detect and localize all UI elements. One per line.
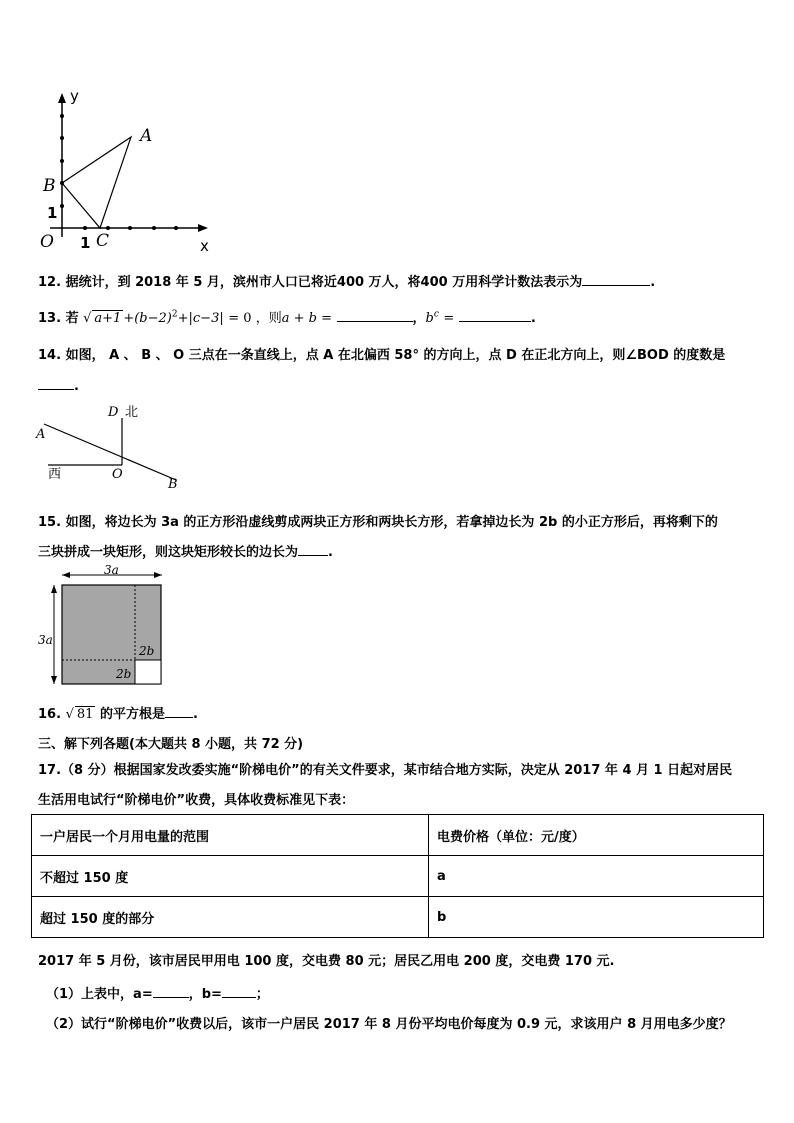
coordinate-graph: [30, 85, 230, 260]
question-14-number: 14.: [38, 348, 62, 363]
question-16: [38, 703, 198, 722]
question-15-line2-text: 三块拼成一块矩形，则这块矩形较长的边长为: [38, 545, 299, 560]
question-14-end: .: [74, 379, 79, 394]
point-a-label: A: [36, 427, 46, 442]
abs-term: |c−3|: [188, 311, 224, 326]
direction-diagram: [30, 400, 190, 492]
square-exponent: 2: [171, 309, 178, 320]
table-row: [32, 897, 764, 938]
question-13-pre: 若: [65, 311, 79, 326]
question-13-end: .: [530, 311, 536, 326]
question-12-number: 12.: [38, 275, 62, 290]
fee-table: [31, 814, 764, 938]
question-17-after-table: 2017 年 5 月份，该市居民甲用电 100 度，交电费 80 元；居民乙用电 200 度，交电费 170 元.: [38, 954, 615, 969]
answer-blank[interactable]: [459, 309, 531, 322]
plus-sign: +: [123, 311, 135, 326]
b-power-base: b: [425, 311, 434, 326]
x-axis-label: x: [200, 237, 209, 255]
answer-blank[interactable]: [337, 309, 413, 322]
question-14: [38, 344, 725, 363]
question-13-comma: ，: [412, 311, 426, 326]
origin-label: O: [40, 232, 54, 252]
y-tick-label: 1: [47, 204, 58, 222]
sub1-end: ；: [255, 987, 269, 1002]
question-14-text: 如图， A 、 B 、 O 三点在一条直线上，点 A 在北偏西 58° 的方向上，点 D 在正北方向上，则∠BOD 的度数是: [65, 348, 726, 363]
question-13-equals-zero: = 0 ，则: [228, 311, 282, 326]
table-cell: 不超过 150 度: [32, 856, 429, 897]
table-cell: 一户居民一个月用电量的范围: [32, 815, 429, 856]
b-power-exponent: c: [433, 309, 439, 320]
answer-blank[interactable]: [165, 705, 193, 718]
point-d-label: D: [108, 405, 119, 420]
section-heading: 三、解下列各题(本大题共 8 小题，共 72 分): [38, 737, 304, 752]
question-17-line1: 17.（8 分）根据国家发改委实施“阶梯电价”的有关文件要求，某市结合地方实际，决定从 2017 年 4 月 1 日起对居民: [38, 763, 733, 778]
answer-blank-b[interactable]: [222, 985, 256, 998]
answer-blank-a[interactable]: [153, 985, 189, 998]
table-cell: 超过 150 度的部分: [32, 897, 429, 938]
sub1-mid: ，b=: [188, 987, 222, 1002]
point-b-label: B: [168, 477, 178, 492]
question-16-number: 16.: [38, 707, 62, 722]
question-12-text: 据统计，到 2018 年 5 月，滨州市人口已将近400 万人，将400 万用科学计数法表示为: [65, 275, 583, 290]
a-plus-b: a + b =: [281, 311, 332, 326]
point-c-label: C: [96, 231, 110, 251]
answer-blank[interactable]: [38, 377, 74, 390]
question-16-text: 的平方根是: [99, 707, 165, 722]
inner-horizontal-label: 2b: [116, 667, 132, 681]
b-power-equals: =: [443, 311, 455, 326]
sqrt-radicand: a+1: [94, 311, 122, 326]
question-17-line2: 生活用电试行“阶梯电价”收费，具体收费标准见下表：: [38, 793, 355, 808]
question-15-end: .: [328, 545, 333, 560]
question-14-line2: [38, 377, 79, 394]
table-row: [32, 815, 764, 856]
question-12-end: .: [650, 275, 656, 290]
question-15-line2: [38, 541, 333, 560]
question-17-sub1: [46, 983, 269, 1002]
table-cell: 电费价格（单位：元/度）: [429, 815, 764, 856]
answer-blank[interactable]: [298, 543, 328, 556]
point-o-label: O: [112, 467, 123, 482]
answer-blank[interactable]: [582, 273, 650, 286]
sqrt-symbol: √: [65, 707, 74, 722]
north-label: 北: [125, 405, 139, 420]
point-a-label: A: [140, 126, 153, 146]
question-15: [38, 511, 718, 530]
table-cell: a: [429, 856, 764, 897]
table-cell: b: [429, 897, 764, 938]
plus-sign: +: [177, 311, 189, 326]
question-12: [38, 271, 655, 290]
left-side-label: 3a: [38, 633, 53, 647]
top-side-label: 3a: [104, 563, 119, 577]
question-17-sub2: （2）试行“阶梯电价”收费以后，该市一户居民 2017 年 8 月份平均电价每度为 0.9 元，求该用户 8 月用电多少度？: [46, 1017, 732, 1032]
question-13-number: 13.: [38, 311, 62, 326]
paren-term: (b−2): [134, 311, 172, 326]
inner-vertical-label: 2b: [139, 644, 155, 658]
sqrt-radicand: 81: [76, 707, 94, 722]
table-row: [32, 856, 764, 897]
square-diagram: [30, 562, 170, 687]
sub1-prefix: （1）上表中，a=: [46, 987, 153, 1002]
point-b-label: B: [43, 176, 56, 196]
question-15-number: 15.: [38, 515, 62, 530]
sqrt-symbol: √: [83, 311, 92, 326]
west-label: 西: [48, 467, 62, 482]
question-16-end: .: [192, 707, 198, 722]
y-axis-label: y: [70, 87, 79, 105]
question-13: [38, 307, 536, 326]
x-tick-label: 1: [80, 234, 91, 252]
question-15-line1: 如图，将边长为 3a 的正方形沿虚线剪成两块正方形和两块长方形，若拿掉边长为 2b 的小正方形后，再将剩下的: [65, 515, 718, 530]
